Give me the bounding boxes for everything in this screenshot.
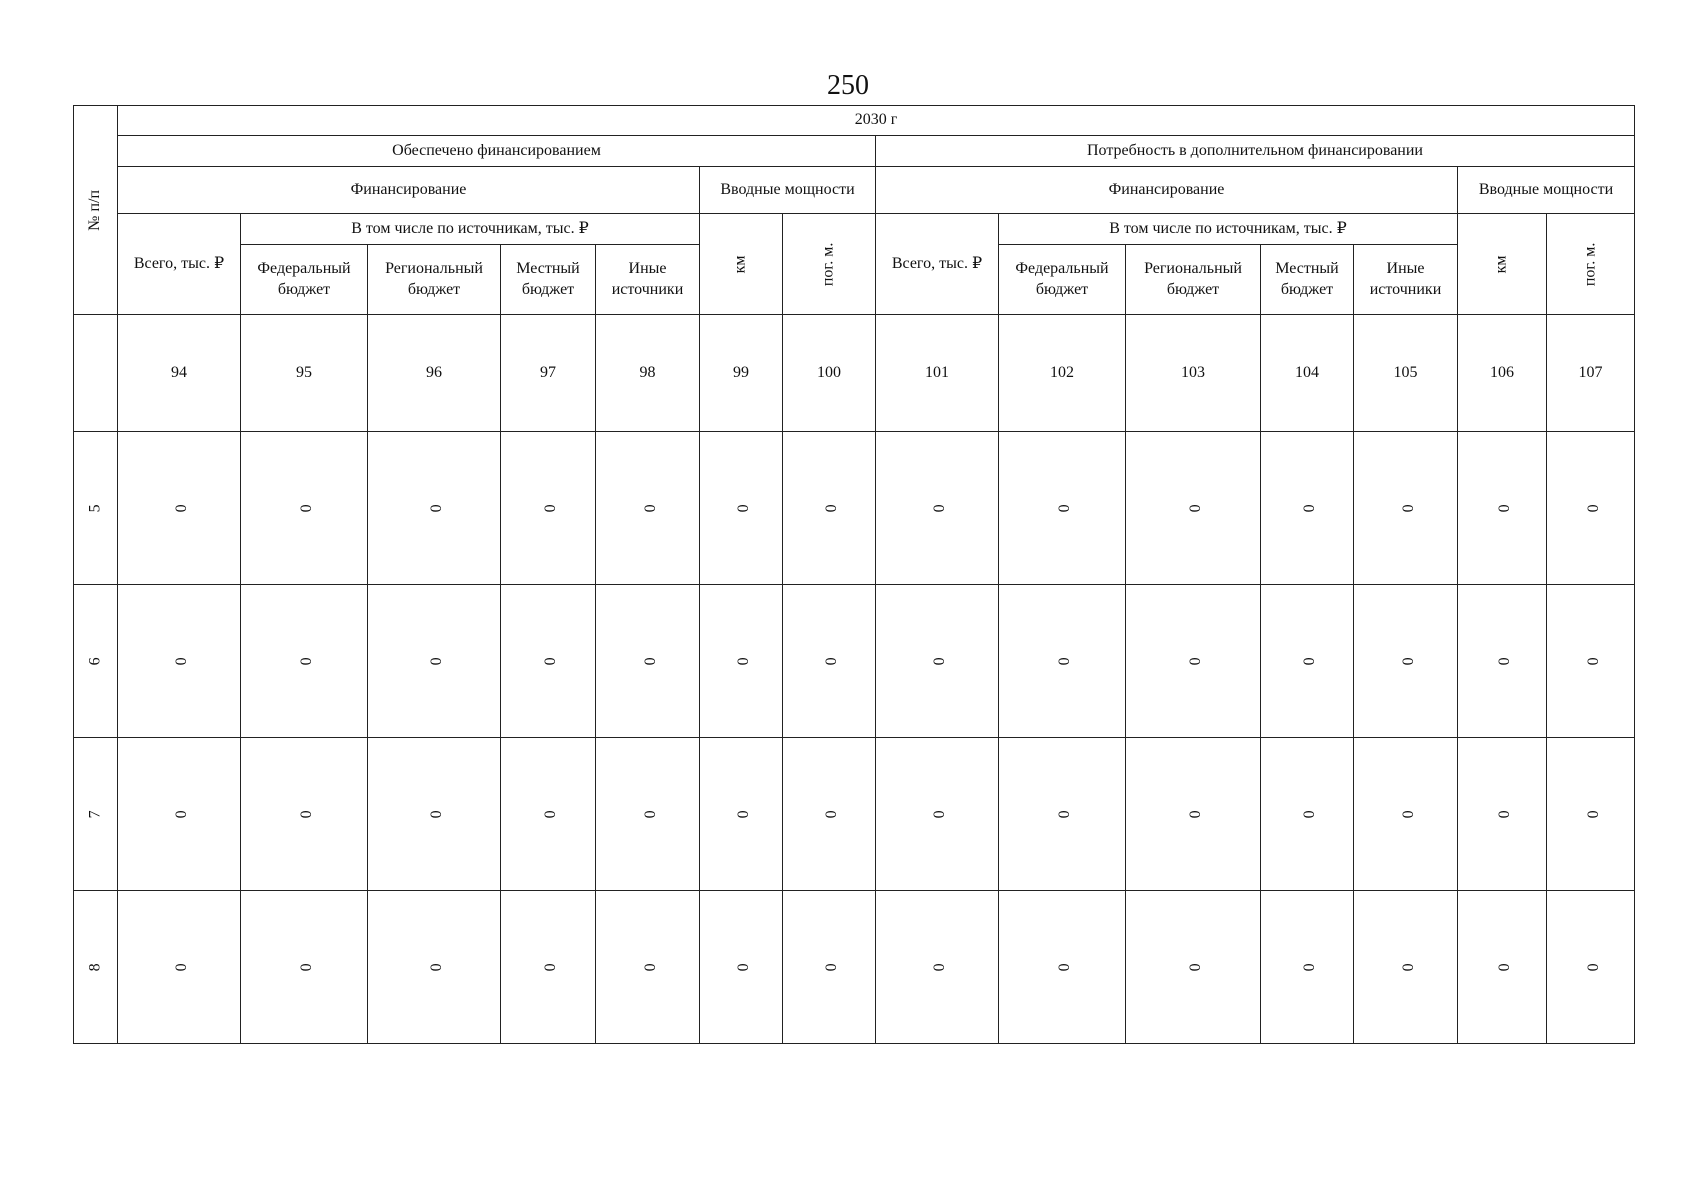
table-cell: 0 <box>999 891 1126 1044</box>
table-cell: 0 <box>1547 432 1635 585</box>
table-cell: 0 <box>1547 585 1635 738</box>
table-cell: 0 <box>700 585 783 738</box>
table-cell: 0 <box>501 585 596 738</box>
table-cell: 0 <box>876 891 999 1044</box>
table-cell: 0 <box>999 738 1126 891</box>
table-cell: 0 <box>241 891 368 1044</box>
table-cell: 0 <box>1261 891 1354 1044</box>
table-cell: 0 <box>1547 891 1635 1044</box>
page-number: 250 <box>827 70 869 101</box>
table-cell: 0 <box>876 738 999 891</box>
local-header: Местный бюджет <box>1261 245 1354 315</box>
table-cell: 0 <box>1261 738 1354 891</box>
table-cell: 0 <box>876 585 999 738</box>
column-number: 105 <box>1354 315 1458 432</box>
column-number: 95 <box>241 315 368 432</box>
table-cell: 0 <box>999 585 1126 738</box>
table-cell: 0 <box>700 432 783 585</box>
table-cell: 0 <box>118 585 241 738</box>
regional-header: Региональный бюджет <box>368 245 501 315</box>
local-header: Местный бюджет <box>501 245 596 315</box>
column-number: 107 <box>1547 315 1635 432</box>
table-cell: 0 <box>368 585 501 738</box>
column-number: 99 <box>700 315 783 432</box>
capacities-header: Вводные мощности <box>700 167 876 214</box>
running-m-header: пог. м. <box>783 214 876 315</box>
group-header-funded: Обеспечено финансированием <box>118 136 876 167</box>
table-cell: 0 <box>1261 585 1354 738</box>
table-cell: 0 <box>596 738 700 891</box>
table-cell: 0 <box>1354 891 1458 1044</box>
column-number: 104 <box>1261 315 1354 432</box>
group-header-needed: Потребность в дополнительном финансировании <box>876 136 1635 167</box>
table-cell: 0 <box>596 891 700 1044</box>
row-number-cell: 8 <box>74 891 118 1044</box>
table-cell: 0 <box>700 738 783 891</box>
column-number: 102 <box>999 315 1126 432</box>
table-cell: 0 <box>783 891 876 1044</box>
table-cell: 0 <box>1354 585 1458 738</box>
table-cell: 0 <box>501 432 596 585</box>
row-number-header: № п/п <box>74 106 118 315</box>
capacities-header: Вводные мощности <box>1458 167 1635 214</box>
table-cell: 0 <box>1458 738 1547 891</box>
table-cell: 0 <box>1354 738 1458 891</box>
table-cell: 0 <box>501 738 596 891</box>
other-header: Иные источники <box>1354 245 1458 315</box>
table-row <box>74 432 1635 585</box>
table-cell: 0 <box>1126 585 1261 738</box>
total-header: Всего, тыс. ₽ <box>876 214 999 315</box>
table-cell: 0 <box>241 585 368 738</box>
table-cell: 0 <box>999 432 1126 585</box>
table-cell: 0 <box>368 738 501 891</box>
column-number: 101 <box>876 315 999 432</box>
financing-header: Финансирование <box>118 167 700 214</box>
column-number: 94 <box>118 315 241 432</box>
regional-header: Региональный бюджет <box>1126 245 1261 315</box>
table-cell: 0 <box>1126 891 1261 1044</box>
by-sources-header: В том числе по источникам, тыс. ₽ <box>241 214 700 245</box>
table-cell: 0 <box>118 432 241 585</box>
km-header: км <box>700 214 783 315</box>
table-cell: 0 <box>368 891 501 1044</box>
table-cell: 0 <box>1126 738 1261 891</box>
row-number-cell: 5 <box>74 432 118 585</box>
table-cell: 0 <box>118 738 241 891</box>
table-cell: 0 <box>1126 432 1261 585</box>
column-number: 98 <box>596 315 700 432</box>
table-cell: 0 <box>241 738 368 891</box>
by-sources-header: В том числе по источникам, тыс. ₽ <box>999 214 1458 245</box>
financing-header: Финансирование <box>876 167 1458 214</box>
table-cell: 0 <box>1458 585 1547 738</box>
table-row <box>74 585 1635 738</box>
table-cell: 0 <box>1354 432 1458 585</box>
column-number: 103 <box>1126 315 1261 432</box>
table-cell: 0 <box>783 432 876 585</box>
column-number: 106 <box>1458 315 1547 432</box>
total-header: Всего, тыс. ₽ <box>118 214 241 315</box>
table-row <box>74 891 1635 1044</box>
table-cell: 0 <box>596 585 700 738</box>
table-row <box>74 738 1635 891</box>
table-cell: 0 <box>1458 432 1547 585</box>
column-number: 97 <box>501 315 596 432</box>
table-cell: 0 <box>501 891 596 1044</box>
table-cell: 0 <box>241 432 368 585</box>
column-number-row <box>74 315 1635 432</box>
table-cell: 0 <box>876 432 999 585</box>
table-cell: 0 <box>596 432 700 585</box>
table-cell: 0 <box>1547 738 1635 891</box>
table-cell: 0 <box>700 891 783 1044</box>
table-cell: 0 <box>783 585 876 738</box>
year-header: 2030 г <box>118 106 1635 136</box>
federal-header: Федеральный бюджет <box>999 245 1126 315</box>
table-cell: 0 <box>368 432 501 585</box>
table-cell: 0 <box>1458 891 1547 1044</box>
table-cell: 0 <box>1261 432 1354 585</box>
federal-header: Федеральный бюджет <box>241 245 368 315</box>
column-number: 100 <box>783 315 876 432</box>
running-m-header: пог. м. <box>1547 214 1635 315</box>
column-number: 96 <box>368 315 501 432</box>
row-number-cell: 7 <box>74 738 118 891</box>
financing-table <box>73 105 1635 1044</box>
other-header: Иные источники <box>596 245 700 315</box>
row-number-cell <box>74 315 118 432</box>
table-cell: 0 <box>118 891 241 1044</box>
km-header: км <box>1458 214 1547 315</box>
row-number-cell: 6 <box>74 585 118 738</box>
table-cell: 0 <box>783 738 876 891</box>
